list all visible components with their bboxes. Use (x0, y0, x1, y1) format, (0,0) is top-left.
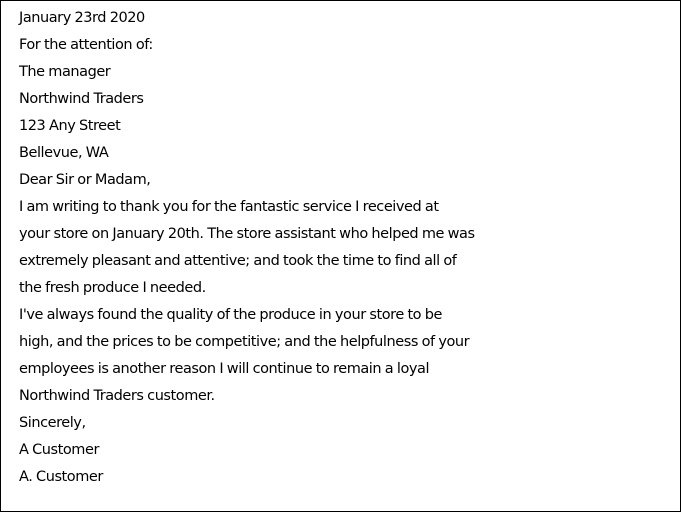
recipient-city: Bellevue, WA (19, 145, 109, 161)
recipient-company: Northwind Traders (19, 91, 144, 107)
signature: A Customer (19, 442, 99, 458)
printed-name: A. Customer (19, 469, 103, 485)
body-line: your store on January 20th. The store assistant who helped me was (19, 226, 475, 242)
letter-body (19, 5, 475, 491)
body-line: employees is another reason I will continue to remain a loyal (19, 361, 430, 377)
recipient-street: 123 Any Street (19, 118, 121, 134)
body-line: I've always found the quality of the produce in your store to be (19, 307, 442, 323)
body-line: high, and the prices to be competitive; and the helpfulness of your (19, 334, 470, 350)
salutation: Dear Sir or Madam, (19, 172, 151, 188)
body-line: extremely pleasant and attentive; and took the time to find all of (19, 253, 457, 269)
attention-line: For the attention of: (19, 37, 153, 53)
closing: Sincerely, (19, 415, 86, 431)
body-line: I am writing to thank you for the fantastic service I received at (19, 199, 439, 215)
body-line: Northwind Traders customer. (19, 388, 215, 404)
letter-date: January 23rd 2020 (19, 10, 145, 26)
body-line: the fresh produce I needed. (19, 280, 206, 296)
recipient-title: The manager (19, 64, 111, 80)
